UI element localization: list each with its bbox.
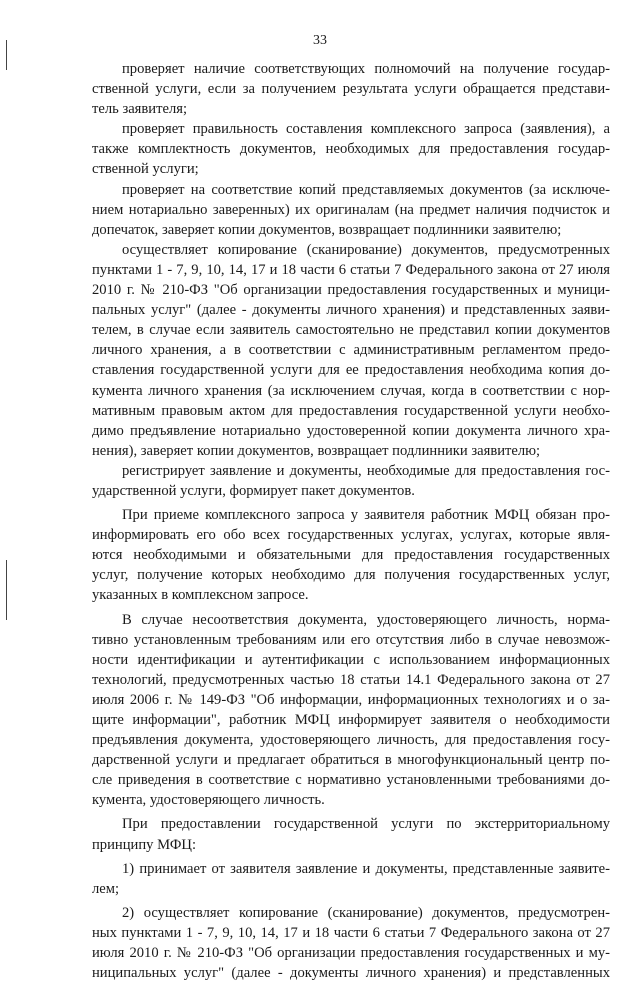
text-line: ставления государственной услуги для ее предоставления необходима копия до- <box>92 362 610 379</box>
document-body <box>92 59 610 983</box>
text-line: ниципальных услуг" (далее - документы личного хранения) и представленных <box>92 965 610 982</box>
text-line: щите информации", работник МФЦ информирует заявителя о необходимости <box>92 712 610 728</box>
text-line: личного хранения, а в соответствии с административным регламентом предо- <box>92 342 610 359</box>
text-line: допечаток, заверяет копии документов, возвращает подлинники заявителю; <box>92 221 562 238</box>
text-line: телем, в случае если заявитель самостоятельно не представил копии документов <box>92 322 610 339</box>
text-line: нения), заверяет копии документов, возвращает подлинники заявителю; <box>92 442 541 459</box>
text-line: ударственной услуги, формирует пакет документов. <box>92 482 415 499</box>
text-line: 2010 г. № 210-ФЗ "Об организации предоставления государственных и муници- <box>92 282 610 299</box>
text-line: При предоставлении государственной услуги по экстерриториальному <box>122 816 610 833</box>
text-line: тивно установленным требованиям или его отсутствия либо в случае невозмож- <box>92 631 610 648</box>
text-line: 2) осуществляет копирование (сканирование) документов, предусмотрен- <box>122 904 610 921</box>
text-line: принципу МФЦ: <box>92 836 197 853</box>
text-line: проверяет наличие соответствующих полномочий на получение государ- <box>122 61 610 77</box>
text-line: сле приведения в соответствие с нормативно установленными требованиями до- <box>92 772 610 789</box>
text-line: также комплектность документов, необходимых для предоставления государ- <box>92 141 610 158</box>
text-line: проверяет правильность составления комплексного запроса (заявления), а <box>122 121 610 138</box>
text-line: ются необходимыми и обязательными для предоставления государственных <box>92 547 610 564</box>
text-line: димо предъявление нотариально удостоверенной копии документа личного хра- <box>92 422 610 439</box>
text-line: технологий, предусмотренных частью 18 статьи 14.1 Федерального закона от 27 <box>92 671 610 688</box>
text-line: В случае несоответствия документа, удостоверяющего личность, норма- <box>122 611 610 628</box>
text-line: июля 2010 г. № 210-ФЗ "Об организации предоставления государственных и му- <box>92 945 610 962</box>
text-line: кумента, удостоверяющего личность. <box>92 792 325 809</box>
text-line: тель заявителя; <box>92 101 188 118</box>
text-line: ственной услуги, если за получением результата услуги обращается представи- <box>92 81 610 98</box>
text-line: лем; <box>92 880 120 897</box>
text-line: ственной услуги; <box>92 161 199 178</box>
text-line: регистрирует заявление и документы, необходимые для предоставления гос- <box>122 462 610 479</box>
text-line: услуг, получение которых необходимо для получения государственных услуг, <box>92 567 610 584</box>
text-line: ности идентификации и аутентификации с использованием информационных <box>92 651 610 668</box>
text-line: пальных услуг" (далее - документы личного хранения) и представленных заяви- <box>92 302 610 319</box>
text-line: июля 2006 г. № 149-ФЗ "Об информации, информационных технологиях и о за- <box>92 691 610 708</box>
text-line: 1) принимает от заявителя заявление и документы, представленные заявите- <box>122 860 610 877</box>
scan-edge-mark <box>6 560 7 620</box>
text-line: информировать его обо всех государственных услугах, услугах, которые явля- <box>92 527 610 544</box>
text-line: пунктами 1 - 7, 9, 10, 14, 17 и 18 части 6 статьи 7 Федерального закона от 27 июля <box>92 261 610 278</box>
text-line: нием нотариально заверенных) их оригиналам (на предмет наличия подчисток и <box>92 201 610 218</box>
text-line: кумента личного хранения (за исключением случая, когда в соответствии с нор- <box>92 382 610 399</box>
text-line: осуществляет копирование (сканирование) документов, предусмотренных <box>122 241 610 258</box>
text-line: мативным правовым актом для предоставления государственной услуги необхо- <box>92 402 610 419</box>
page-number: 33 <box>313 33 327 48</box>
text-line: При приеме комплексного запроса у заявителя работник МФЦ обязан про- <box>122 507 610 524</box>
text-line: предъявления документа, удостоверяющего личность, для предоставления госу- <box>92 732 610 749</box>
text-line: указанных в комплексном запросе. <box>92 587 309 604</box>
text-line: ных пунктами 1 - 7, 9, 10, 14, 17 и 18 части 6 статьи 7 Федерального закона от 27 <box>92 924 610 941</box>
text-line: дарственной услуги и предлагает обратиться в многофункциональный центр по- <box>92 752 610 769</box>
text-line: проверяет на соответствие копий представляемых документов (за исключе- <box>122 181 610 198</box>
